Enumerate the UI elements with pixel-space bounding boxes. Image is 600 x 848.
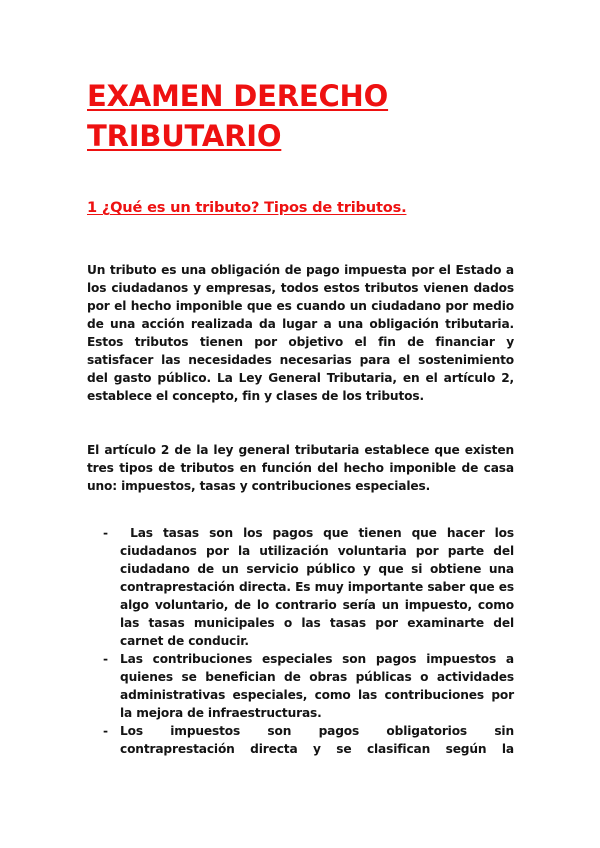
bullet-marker: - bbox=[103, 724, 109, 738]
list-item-text: Las contribuciones especiales son pagos impuestos a quienes se benefician de obras públicas o actividades administrativas especiales, como las contribuciones por la mejora de infraestructuras. bbox=[120, 652, 514, 720]
paragraph-definition: Un tributo es una obligación de pago impuesta por el Estado a los ciudadanos y empresas, todos estos tributos vienen dados por el hecho imponible que es cuando un ciudadano por medio de una acción realizada da lugar a una obligación tributaria. Estos tributos tienen por objetivo el fin de financiar y satisfacer las necesidades necesarias para el sostenimiento del gasto público. La Ley General Tributaria, en el artículo 2, establece el concepto, fin y clases de los tributos. bbox=[87, 263, 514, 403]
page-title: EXAMEN DERECHO TRIBUTARIO bbox=[87, 79, 389, 153]
bullet-marker: - bbox=[103, 652, 109, 666]
list-item-text: Las tasas son los pagos que tienen que hacer los ciudadanos por la utilización voluntaria por parte del ciudadano de un servicio público y que si obtiene una contraprestación directa. Es muy importante saber que es algo voluntario, de lo contrario sería un impuesto, como las tasas municipales o las tasas por examinarte del carnet de conducir. bbox=[120, 526, 519, 648]
tribute-types-list bbox=[87, 524, 519, 758]
list-item-text: Los impuestos son pagos obligatorios sin contraprestación directa y se clasifican según la bbox=[120, 724, 514, 756]
list-item-tasas bbox=[87, 524, 519, 650]
question-heading: 1 ¿Qué es un tributo? Tipos de tributos. bbox=[87, 199, 407, 216]
list-item-impuestos bbox=[87, 722, 514, 758]
list-item-contribuciones bbox=[87, 650, 514, 722]
paragraph-types: El artículo 2 de la ley general tributaria establece que existen tres tipos de tributos en función del hecho imponible de casa uno: impuestos, tasas y contribuciones especiales. bbox=[87, 443, 514, 493]
bullet-marker: - bbox=[103, 526, 109, 540]
